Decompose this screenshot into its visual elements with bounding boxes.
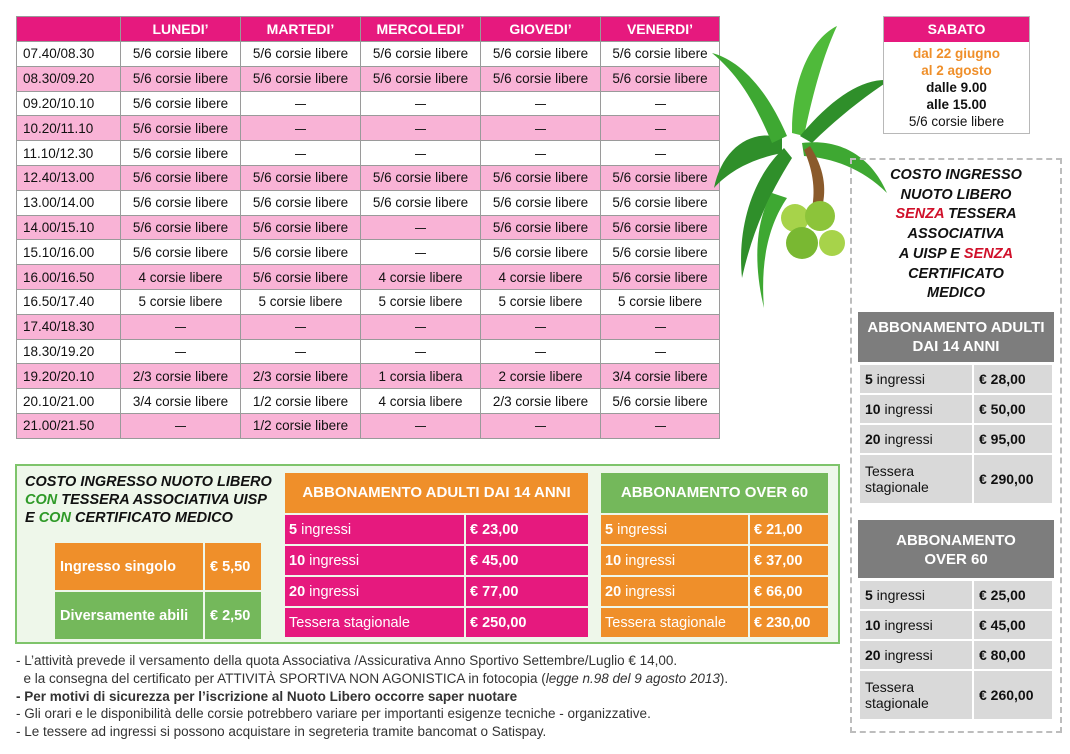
disabled-entry-row <box>54 591 262 640</box>
lane-availability <box>601 314 720 339</box>
price-value: € 77,00 <box>465 576 589 607</box>
dash-icon <box>535 104 546 105</box>
title-line <box>852 245 1060 265</box>
dash-icon <box>295 104 306 105</box>
law-reference: legge n.98 del 9 agosto 2013 <box>545 670 720 686</box>
lane-availability: 5/6 corsie libere <box>361 42 481 67</box>
lane-availability: 5/6 corsie libere <box>121 240 241 265</box>
price-row <box>859 364 1053 394</box>
lane-availability: 1/2 corsie libere <box>241 413 361 438</box>
lane-availability: 5/6 corsie libere <box>121 190 241 215</box>
lane-availability <box>601 141 720 166</box>
schedule-row <box>17 240 720 265</box>
time-slot: 11.10/12.30 <box>17 141 121 166</box>
dash-icon <box>415 129 426 130</box>
price-value: € 28,00 <box>973 364 1053 394</box>
lane-availability <box>241 91 361 116</box>
title-fragment: A UISP E <box>898 245 964 262</box>
time-slot: 17.40/18.30 <box>17 314 121 339</box>
lane-availability: 5/6 corsie libere <box>121 215 241 240</box>
entries-count: 5 <box>289 521 298 538</box>
lane-availability <box>241 141 361 166</box>
lane-availability <box>481 314 601 339</box>
price-label <box>859 364 973 394</box>
schedule-table <box>16 16 720 439</box>
dash-icon <box>655 426 666 427</box>
dash-icon <box>415 228 426 229</box>
schedule-row <box>17 42 720 67</box>
lane-availability <box>361 339 481 364</box>
price-value: € 45,00 <box>465 545 589 576</box>
lane-availability <box>361 91 481 116</box>
lane-availability: 5/6 corsie libere <box>601 265 720 290</box>
schedule-row <box>17 215 720 240</box>
note-fragment: ). <box>719 670 729 686</box>
label-text: ingressi <box>872 587 925 603</box>
header-day: MARTEDI’ <box>241 17 361 42</box>
saturday-time-from: dalle 9.00 <box>926 80 987 95</box>
lane-availability <box>241 339 361 364</box>
header-line: OVER 60 <box>924 551 988 568</box>
schedule-row <box>17 413 720 438</box>
lane-availability: 5/6 corsie libere <box>601 165 720 190</box>
single-entry-label: Ingresso singolo <box>54 542 204 591</box>
time-slot: 15.10/16.00 <box>17 240 121 265</box>
schedule-row <box>17 314 720 339</box>
price-value: € 260,00 <box>973 670 1053 720</box>
lane-availability <box>481 91 601 116</box>
lane-availability <box>361 413 481 438</box>
title-line <box>25 509 285 527</box>
entries-count: 10 <box>289 552 306 569</box>
label-text: Tessera stagionale <box>865 679 929 711</box>
label-text: Tessera stagionale <box>865 463 929 495</box>
header-day: LUNEDI’ <box>121 17 241 42</box>
time-slot: 21.00/21.50 <box>17 413 121 438</box>
lane-availability: 5/6 corsie libere <box>481 66 601 91</box>
dash-icon <box>655 104 666 105</box>
saturday-lanes: 5/6 corsie libere <box>908 114 1005 129</box>
saturday-title: SABATO <box>884 17 1029 42</box>
entries-count: 5 <box>865 587 873 603</box>
price-value: € 50,00 <box>973 394 1053 424</box>
price-value: € 250,00 <box>465 607 589 638</box>
dash-icon <box>655 129 666 130</box>
with-card-prices-title <box>25 473 285 527</box>
schedule-row <box>17 265 720 290</box>
lane-availability: 1/2 corsie libere <box>241 389 361 414</box>
title-line <box>25 491 285 509</box>
no-card-prices-panel <box>850 158 1062 733</box>
disabled-entry-price: € 2,50 <box>204 591 262 640</box>
title-fragment: CERTIFICATO MEDICO <box>70 510 233 526</box>
schedule-row <box>17 165 720 190</box>
over60-card-subscription-table <box>599 513 830 639</box>
disabled-entry-label: Diversamente abili <box>54 591 204 640</box>
over60-card-subscription-header: ABBONAMENTO OVER 60 <box>601 473 828 513</box>
lane-availability: 2 corsie libere <box>481 364 601 389</box>
header-line: ABBONAMENTO ADULTI <box>867 319 1045 336</box>
price-label <box>284 545 465 576</box>
price-value: € 290,00 <box>973 454 1053 504</box>
lane-availability <box>361 141 481 166</box>
price-row <box>600 607 829 638</box>
lane-availability: 5 corsie libere <box>601 289 720 314</box>
header-line: ABBONAMENTO <box>896 532 1016 549</box>
dash-icon <box>655 327 666 328</box>
dash-icon <box>535 426 546 427</box>
lane-availability: 5 corsie libere <box>361 289 481 314</box>
price-label <box>284 576 465 607</box>
price-row <box>284 514 589 545</box>
note-fragment: e la consegna del certificato per ATTIVITÀ SPORTIVA NON AGONISTICA in fotocopia ( <box>16 670 546 686</box>
lane-availability <box>481 413 601 438</box>
lane-availability: 2/3 corsie libere <box>241 364 361 389</box>
dash-icon <box>175 352 186 353</box>
header-corner <box>17 17 121 42</box>
with-card-prices-panel <box>15 464 840 644</box>
entries-count: 5 <box>605 521 614 538</box>
entries-count: 20 <box>865 647 881 663</box>
lane-availability <box>601 413 720 438</box>
price-label <box>284 514 465 545</box>
dash-icon <box>415 426 426 427</box>
time-slot: 10.20/11.10 <box>17 116 121 141</box>
price-value: € 21,00 <box>749 514 829 545</box>
dash-icon <box>295 154 306 155</box>
lane-availability: 5/6 corsie libere <box>481 215 601 240</box>
saturday-date-from: dal 22 giugno <box>912 46 1000 61</box>
label-text: Tessera stagionale <box>605 614 726 631</box>
price-row <box>859 640 1053 670</box>
lane-availability: 5/6 corsie libere <box>361 190 481 215</box>
dash-icon <box>295 327 306 328</box>
price-value: € 66,00 <box>749 576 829 607</box>
title-line: NUOTO LIBERO <box>900 186 1012 203</box>
lane-availability: 5/6 corsie libere <box>241 66 361 91</box>
time-slot: 14.00/15.10 <box>17 215 121 240</box>
con-word: CON <box>25 492 58 508</box>
adult-subscription-table <box>858 363 1054 505</box>
price-value: € 37,00 <box>749 545 829 576</box>
lane-availability: 5/6 corsie libere <box>481 42 601 67</box>
lane-availability <box>241 314 361 339</box>
time-slot: 16.00/16.50 <box>17 265 121 290</box>
price-row <box>859 394 1053 424</box>
price-row <box>600 576 829 607</box>
lane-availability: 1 corsia libera <box>361 364 481 389</box>
lane-availability: 4 corsie libere <box>481 265 601 290</box>
price-label <box>859 394 973 424</box>
single-entry-price: € 5,50 <box>204 542 262 591</box>
label-text: ingressi <box>621 583 676 600</box>
note-line: - Gli orari e le disponibilità delle corsie potrebbero variare per importanti esigenze tecniche - organizzative. <box>16 706 651 722</box>
lane-availability: 5/6 corsie libere <box>241 240 361 265</box>
lane-availability: 5 corsie libere <box>121 289 241 314</box>
lane-availability: 5/6 corsie libere <box>241 42 361 67</box>
dash-icon <box>415 352 426 353</box>
price-label <box>859 640 973 670</box>
entries-count: 10 <box>865 401 881 417</box>
lane-availability: 2/3 corsie libere <box>121 364 241 389</box>
title-line: MEDICO <box>927 285 985 302</box>
price-row <box>600 545 829 576</box>
lane-availability <box>361 116 481 141</box>
price-label <box>859 454 973 504</box>
label-text: ingressi <box>880 647 933 663</box>
dash-icon <box>535 352 546 353</box>
price-row <box>859 424 1053 454</box>
dash-icon <box>295 352 306 353</box>
time-slot: 09.20/10.10 <box>17 91 121 116</box>
label-text: ingressi <box>621 552 676 569</box>
lane-availability: 5/6 corsie libere <box>121 116 241 141</box>
lane-availability: 5/6 corsie libere <box>121 165 241 190</box>
lane-availability: 5/6 corsie libere <box>601 215 720 240</box>
lane-availability <box>121 339 241 364</box>
entries-count: 20 <box>865 431 881 447</box>
label-text: ingressi <box>305 552 360 569</box>
price-label <box>284 607 465 638</box>
price-label <box>600 607 749 638</box>
note-line: - Per motivi di sicurezza per l’iscrizione al Nuoto Libero occorre saper nuotare <box>16 688 518 704</box>
lane-availability <box>361 215 481 240</box>
dash-icon <box>655 154 666 155</box>
label-text: ingressi <box>297 521 352 538</box>
lane-availability: 4 corsia libere <box>361 389 481 414</box>
price-row <box>859 580 1053 610</box>
lane-availability: 5/6 corsie libere <box>601 42 720 67</box>
time-slot: 19.20/20.10 <box>17 364 121 389</box>
senza-word: SENZA <box>963 245 1014 262</box>
lane-availability <box>601 91 720 116</box>
dash-icon <box>415 104 426 105</box>
saturday-date-to: al 2 agosto <box>921 63 992 78</box>
lane-availability <box>361 314 481 339</box>
dash-icon <box>415 253 426 254</box>
lane-availability: 5/6 corsie libere <box>121 66 241 91</box>
label-text: ingressi <box>880 431 933 447</box>
dash-icon <box>535 327 546 328</box>
header-line: DAI 14 ANNI <box>912 338 1000 355</box>
title-fragment: TESSERA ASSOCIATIVA UISP <box>57 492 267 508</box>
notes <box>16 652 846 741</box>
schedule-header-row <box>17 17 720 42</box>
title-fragment: TESSERA <box>944 206 1017 223</box>
lane-availability: 5/6 corsie libere <box>121 42 241 67</box>
lane-availability: 5/6 corsie libere <box>601 389 720 414</box>
header-day: GIOVEDI’ <box>481 17 601 42</box>
time-slot: 20.10/21.00 <box>17 389 121 414</box>
entries-count: 20 <box>289 583 306 600</box>
lane-availability: 5/6 corsie libere <box>121 141 241 166</box>
lane-availability: 5/6 corsie libere <box>241 215 361 240</box>
price-value: € 230,00 <box>749 607 829 638</box>
note-line <box>16 670 846 688</box>
time-slot: 18.30/19.20 <box>17 339 121 364</box>
schedule-row <box>17 190 720 215</box>
over60-subscription-header <box>858 520 1054 578</box>
schedule-row <box>17 289 720 314</box>
price-row <box>859 670 1053 720</box>
schedule-row <box>17 364 720 389</box>
price-row <box>600 514 829 545</box>
title-fragment: E <box>25 510 39 526</box>
lane-availability <box>601 116 720 141</box>
price-label <box>600 545 749 576</box>
price-row <box>859 610 1053 640</box>
title-line: COSTO INGRESSO NUOTO LIBERO <box>25 474 272 490</box>
price-label <box>859 424 973 454</box>
schedule-row <box>17 91 720 116</box>
adult-card-subscription-table <box>283 513 590 639</box>
price-row <box>859 454 1053 504</box>
lane-availability <box>361 240 481 265</box>
time-slot: 07.40/08.30 <box>17 42 121 67</box>
schedule-row <box>17 339 720 364</box>
dash-icon <box>295 129 306 130</box>
lane-availability: 5/6 corsie libere <box>241 190 361 215</box>
adult-card-subscription-header: ABBONAMENTO ADULTI DAI 14 ANNI <box>285 473 588 513</box>
dash-icon <box>655 352 666 353</box>
label-text: ingressi <box>872 371 925 387</box>
time-slot: 08.30/09.20 <box>17 66 121 91</box>
dash-icon <box>175 327 186 328</box>
lane-availability: 5/6 corsie libere <box>361 165 481 190</box>
lane-availability: 5/6 corsie libere <box>241 265 361 290</box>
price-value: € 45,00 <box>973 610 1053 640</box>
title-line: ASSOCIATIVA <box>907 226 1005 243</box>
lane-availability <box>121 413 241 438</box>
schedule-row <box>17 389 720 414</box>
title-line: CERTIFICATO <box>908 265 1004 282</box>
header-day: VENERDI’ <box>601 17 720 42</box>
lane-availability: 5/6 corsie libere <box>481 190 601 215</box>
lane-availability: 5/6 corsie libere <box>481 165 601 190</box>
price-label <box>859 610 973 640</box>
label-text: ingressi <box>305 583 360 600</box>
entries-count: 5 <box>865 371 873 387</box>
price-row <box>284 576 589 607</box>
time-slot: 12.40/13.00 <box>17 165 121 190</box>
lane-availability: 5/6 corsie libere <box>481 240 601 265</box>
lane-availability <box>121 314 241 339</box>
over60-subscription-table <box>858 579 1054 721</box>
lane-availability: 3/4 corsie libere <box>121 389 241 414</box>
label-text: ingressi <box>880 617 933 633</box>
dash-icon <box>535 129 546 130</box>
lane-availability <box>241 116 361 141</box>
lane-availability: 2/3 corsie libere <box>481 389 601 414</box>
title-line: COSTO INGRESSO <box>890 167 1022 183</box>
price-value: € 80,00 <box>973 640 1053 670</box>
label-text: ingressi <box>880 401 933 417</box>
con-word: CON <box>38 510 71 526</box>
dash-icon <box>535 154 546 155</box>
lane-availability: 5/6 corsie libere <box>241 165 361 190</box>
single-entry-table <box>53 541 263 641</box>
lane-availability: 5/6 corsie libere <box>601 240 720 265</box>
schedule-row <box>17 116 720 141</box>
schedule-row <box>17 141 720 166</box>
price-label <box>859 670 973 720</box>
label-text: Tessera stagionale <box>289 614 410 631</box>
time-slot: 13.00/14.00 <box>17 190 121 215</box>
schedule-row <box>17 66 720 91</box>
time-slot: 16.50/17.40 <box>17 289 121 314</box>
lane-availability: 5 corsie libere <box>481 289 601 314</box>
adult-subscription-header <box>858 312 1054 362</box>
price-value: € 95,00 <box>973 424 1053 454</box>
price-value: € 23,00 <box>465 514 589 545</box>
note-line: - L’attività prevede il versamento della quota Associativa /Assicurativa Anno Sportivo Settembre/Luglio € 14,00. <box>16 653 678 668</box>
lane-availability: 5/6 corsie libere <box>361 66 481 91</box>
entries-count: 20 <box>605 583 622 600</box>
lane-availability: 5/6 corsie libere <box>601 66 720 91</box>
price-label <box>600 514 749 545</box>
label-text: ingressi <box>613 521 668 538</box>
price-value: € 25,00 <box>973 580 1053 610</box>
note-line: - Le tessere ad ingressi si possono acquistare in segreteria tramite bancomat o Satispay. <box>16 724 547 740</box>
senza-word: SENZA <box>895 206 945 223</box>
price-label <box>859 580 973 610</box>
lane-availability: 5 corsie libere <box>241 289 361 314</box>
entries-count: 10 <box>605 552 622 569</box>
saturday-time-to: alle 15.00 <box>926 97 987 112</box>
dash-icon <box>415 154 426 155</box>
saturday-box <box>883 16 1030 134</box>
header-day: MERCOLEDI’ <box>361 17 481 42</box>
entries-count: 10 <box>865 617 881 633</box>
lane-availability: 4 corsie libere <box>121 265 241 290</box>
lane-availability: 5/6 corsie libere <box>121 91 241 116</box>
lane-availability: 3/4 corsie libere <box>601 364 720 389</box>
lane-availability: 5/6 corsie libere <box>601 190 720 215</box>
lane-availability <box>601 339 720 364</box>
no-card-prices-title <box>852 166 1060 304</box>
lane-availability: 4 corsie libere <box>361 265 481 290</box>
single-entry-row <box>54 542 262 591</box>
lane-availability <box>481 339 601 364</box>
dash-icon <box>415 327 426 328</box>
lane-availability <box>481 116 601 141</box>
title-line <box>852 205 1060 225</box>
price-row <box>284 545 589 576</box>
dash-icon <box>175 426 186 427</box>
price-label <box>600 576 749 607</box>
lane-availability <box>481 141 601 166</box>
price-row <box>284 607 589 638</box>
